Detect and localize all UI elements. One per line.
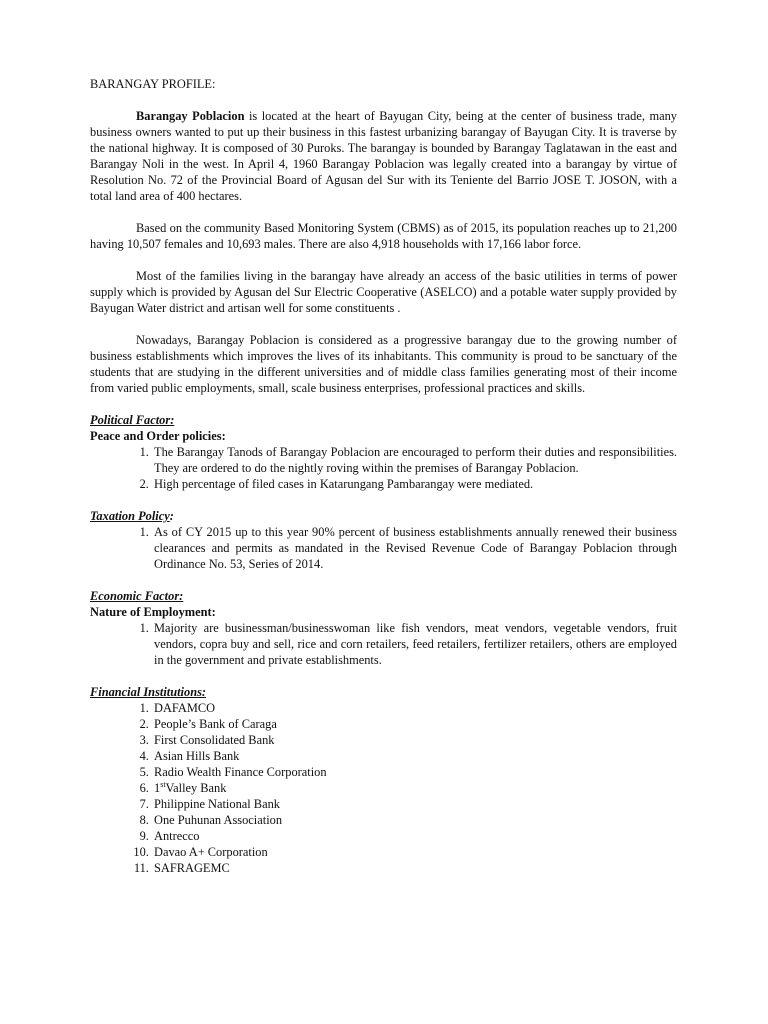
list-item: 10. Davao A+ Corporation: [152, 844, 677, 860]
peace-order-subheading: Peace and Order policies:: [90, 429, 226, 443]
list-item: 4. Asian Hills Bank: [152, 748, 677, 764]
population-paragraph: Based on the community Based Monitoring System (CBMS) as of 2015, its population reaches up to 21,200 having 10,507 females and 10,693 males. There are also 4,918 households with 17,166 labor force.: [90, 221, 677, 251]
intro-lead: Barangay Poblacion: [136, 109, 245, 123]
document-page: [90, 76, 677, 892]
list-item: 7. Philippine National Bank: [152, 796, 677, 812]
political-factor-heading: Political Factor:: [90, 413, 175, 427]
taxation-heading-text: Taxation Policy: [90, 509, 170, 523]
list-item: 2. People’s Bank of Caraga: [152, 716, 677, 732]
item6-rest: Valley Bank: [165, 781, 227, 795]
list-item: 11. SAFRAGEMC: [152, 860, 677, 876]
list-item: 9. Antrecco: [152, 828, 677, 844]
utilities-paragraph: Most of the families living in the barangay have already an access of the basic utilities in terms of power supply which is provided by Agusan del Sur Electric Cooperative (ASELCO) and a potable water supply provided by Bayugan Water district and artisan well for some constituents .: [90, 269, 677, 315]
intro-text: is located at the heart of Bayugan City, being at the center of business trade, many business owners wanted to put up their business in this fastest urbanizing barangay of Bayugan City. It is traverse by the national highway. It is composed of 30 Puroks. The barangay is bounded by Barangay Taglatawan in the east and Barangay Noli in the west. In April 4, 1960 Barangay Poblacion was legally created into a barangay by virtue of Resolution No. 72 of the Provincial Board of Agusan del Sur with its Teniente del Barrio JOSE T. JOSON, with a total land area of 400 hectares.: [90, 109, 677, 203]
list-item: 2. High percentage of filed cases in Katarungang Pambarangay were mediated.: [152, 476, 677, 492]
list-item: 1. Majority are businessman/businesswoman like fish vendors, meat vendors, vegetable vendors, fruit vendors, copra buy and sell, rice and corn retailers, feed retailers, fertilizer retailers, others are employed in the government and private establishments.: [152, 620, 677, 668]
document-title: BARANGAY PROFILE:: [90, 77, 216, 91]
list-item: 8. One Puhunan Association: [152, 812, 677, 828]
list-item: 1. As of CY 2015 up to this year 90% percent of business establishments annually renewed their business clearances and permits as mandated in the Revised Revenue Code of Barangay Poblacion through Ordinance No. 53, Series of 2014.: [152, 524, 677, 572]
political-list: [90, 444, 677, 492]
item6-number: 1: [154, 781, 161, 795]
financial-list: [90, 700, 677, 876]
list-item: 1. DAFAMCO: [152, 700, 677, 716]
taxation-heading-colon: :: [169, 509, 174, 523]
employment-subheading: Nature of Employment:: [90, 605, 216, 619]
economic-factor-heading: Economic Factor:: [90, 589, 184, 603]
progress-paragraph: Nowadays, Barangay Poblacion is considered as a progressive barangay due to the growing number of business establishments which improves the lives of its inhabitants. This community is proud to be sanctuary of the students that are studying in the different universities and of middle class families generating most of their income from varied public employments, small, scale business enterprises, professional practices and skills.: [90, 333, 677, 395]
list-item: 1. The Barangay Tanods of Barangay Poblacion are encouraged to perform their duties and responsibilities. They are ordered to do the nightly roving within the premises of Barangay Poblacion.: [152, 444, 677, 476]
item6-superscript: st: [160, 779, 166, 789]
economic-list: [90, 620, 677, 668]
list-item: 3. First Consolidated Bank: [152, 732, 677, 748]
financial-institutions-heading: Financial Institutions:: [90, 685, 207, 699]
list-item: 5. Radio Wealth Finance Corporation: [152, 764, 677, 780]
taxation-heading: [90, 508, 677, 524]
intro-paragraph: [90, 108, 677, 204]
list-item: [152, 780, 677, 796]
taxation-list: [90, 524, 677, 572]
